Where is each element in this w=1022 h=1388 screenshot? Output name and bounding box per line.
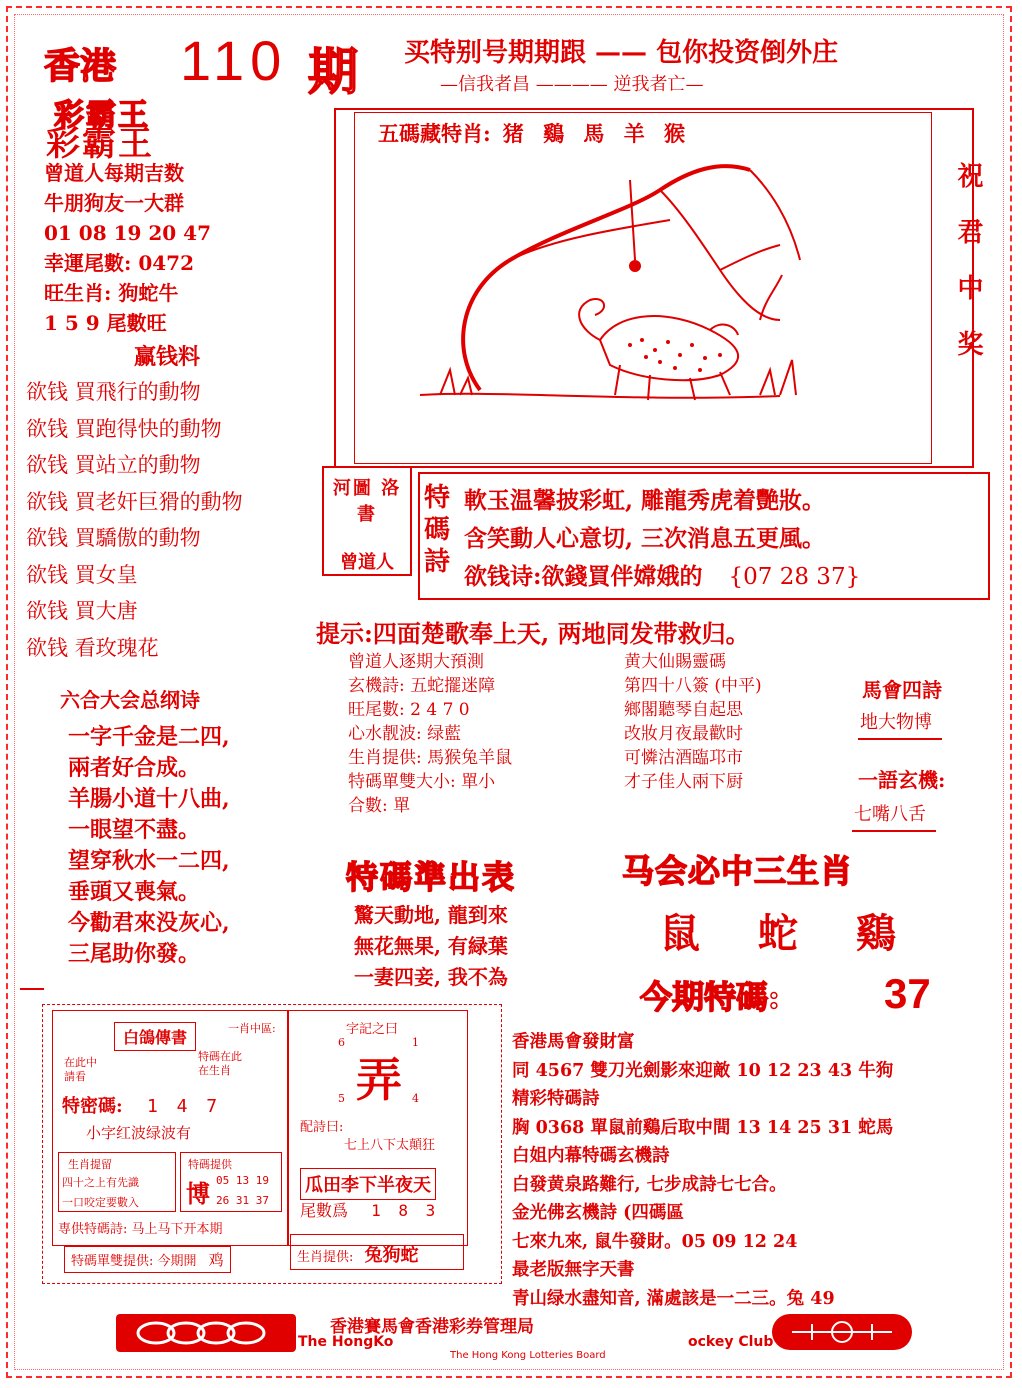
footer-en-right: ockey Club: [688, 1334, 774, 1350]
brand-text: 香港: [44, 45, 117, 86]
scroll-caption: [378, 118, 691, 148]
middle-right-block: 黄大仙賜靈碼 第四十八簽 (中平) 鄉閣聽琴自起思 改妝月夜最歡时 可憐沽酒臨邛市 才子佳人兩下厨: [624, 652, 762, 792]
win-money-item: 欲钱 買跑得快的動物: [26, 416, 222, 441]
issue-suffix: 期: [308, 42, 358, 101]
seal-bottom: 曾道人: [340, 552, 394, 573]
divider-mark: [20, 988, 44, 990]
stamp: 瓜田李下半夜天: [300, 1168, 436, 1200]
win-money-item: 欲钱 看玫瑰花: [26, 635, 159, 660]
hint-text: 四面楚歌奉上天, 两地同发带救归。: [372, 619, 750, 648]
left-info: [44, 158, 211, 338]
scroll-caption-animals: 猪 鷄 馬 羊 猴: [502, 121, 692, 146]
poem-side-label: 特碼詩: [424, 483, 451, 577]
poem-line-3: 欲钱诗:欲錢買伴嫦娥的 {07 28 37}: [464, 563, 861, 590]
three-zodiac-title: 马会必中三生肖: [622, 852, 854, 890]
footer-cn-name: 香港賽馬會香港彩券管理局: [330, 1317, 534, 1337]
slogan-sub: —信我者昌 ———— 逆我者亡—: [440, 74, 704, 95]
white-dove-special: 特密碼: 1 4 7: [62, 1096, 222, 1117]
special-number-label: 今期特碼:: [640, 978, 780, 1016]
tips-numbers-2: 26 31 37: [216, 1194, 269, 1207]
bottom-right-block: 香港馬會發財富 同 4567 雙刀光劍影來迎敵 10 12 23 43 牛狗 精彩特碼詩 胸 0368 單鼠前鷄后取中間 13 14 25 31 蛇馬 白姐内幕特碼玄機詩 白發黄泉路難行, 七步成詩七七合。 金光佛玄機詩 (四碼區 七來九來, 鼠牛發財。05 09 12 24 最老版無字天書 青山绿水盡知音, 滿處該是一二三。兔 49: [512, 1032, 894, 1309]
white-dove-header: 白鴿傳書: [114, 1022, 196, 1051]
white-dove-exclusive: 専供特碼詩: 马上马下开本期: [58, 1222, 223, 1237]
left-info-line: 01 08 19 20 47: [44, 221, 212, 245]
far-right-value-2: 七嘴八舌: [852, 800, 936, 832]
num-top-left: 6: [338, 1036, 345, 1049]
poem-numbers: {07 28 37}: [728, 564, 861, 590]
num-bottom-right: 4: [412, 1092, 419, 1105]
scroll-side-text: 祝君中奖: [953, 162, 983, 386]
footer-knot-icon: [116, 1314, 296, 1352]
win-money-list: [26, 374, 243, 666]
left-info-line: 牛朋狗友一大群: [44, 191, 184, 215]
seal-stamp: [322, 466, 412, 576]
tips-char: 博: [186, 1179, 210, 1208]
hint: [316, 614, 750, 649]
zodiac-box: 生肖提供: 兔狗蛇: [290, 1234, 464, 1270]
footer-logo-left: [116, 1314, 296, 1352]
six-hk-title: 六合大会总纲诗: [60, 688, 200, 712]
win-money-item: 欲钱 買驕傲的動物: [26, 526, 201, 550]
date-char: 弄: [356, 1053, 402, 1107]
seal-top: 河圖 洛書: [332, 478, 402, 525]
win-money-item: 欲钱 買老奸巨猾的動物: [26, 489, 243, 514]
scroll-caption-label: 五碼藏特肖:: [378, 121, 491, 146]
far-right-title-1: 馬會四詩: [862, 678, 942, 702]
footer-en-sub: The Hong Kong Lotteries Board: [450, 1350, 606, 1361]
tips-numbers-1: 05 13 19: [216, 1174, 269, 1187]
footer-logo-right: [772, 1314, 912, 1350]
tips-title: 特碼提供: [188, 1158, 232, 1171]
num-bottom-left: 5: [338, 1092, 345, 1105]
white-dove-odd-even: 特碼單雙提供: 今期開 鸡: [64, 1246, 231, 1273]
left-info-line: 曾道人每期吉数: [44, 161, 184, 185]
zodiac-hint-2: 一口咬定要數入: [62, 1196, 139, 1209]
footer-en-left: The HongKo: [298, 1334, 394, 1350]
slogan-main: 买特别号期期跟 —— 包你投资倒外庄: [404, 38, 839, 68]
num-top-right: 1: [412, 1036, 419, 1049]
left-info-line: 1 5 9 尾數旺: [44, 311, 167, 335]
win-money-item: 欲钱 買大唐: [26, 599, 138, 623]
far-right-title-2: 一語玄機:: [858, 768, 946, 792]
poem-label: 配詩曰:: [300, 1120, 344, 1135]
far-right-value-1: 地大物博: [858, 708, 942, 740]
white-dove-small-mid: 特碼在此 在生肖: [198, 1050, 242, 1077]
win-money-item: 欲钱 買女皇: [26, 562, 138, 587]
special-out-title: 特碼準出表: [346, 858, 517, 896]
win-money-item: 欲钱 買飛行的動物: [26, 380, 201, 404]
zodiac-hint-title: 生肖提留: [68, 1158, 112, 1171]
middle-left-block: 曾道人逐期大預測 玄機詩: 五蛇擺迷障 旺尾數: 2 4 7 0 心水靓波: 绿藍 生肖提供: 馬猴兔羊鼠 特碼單雙大小: 單小 合數: 單: [348, 652, 513, 816]
brand-logo: [44, 38, 116, 89]
poem-line-1: 軟玉温馨披彩虹, 雕龍秀虎着艷妝。: [464, 487, 826, 514]
title-line1: 彩霸王: [54, 98, 150, 133]
white-dove-sub-header: 一肖中區:: [228, 1022, 276, 1035]
white-dove-color-line: 小字红波绿波有: [86, 1124, 192, 1142]
win-money-item: 欲钱 買站立的動物: [26, 453, 201, 477]
win-money-title: 赢钱料: [134, 344, 201, 370]
date-label: 字記之曰: [346, 1022, 399, 1037]
left-info-line: 旺生肖: 狗蛇牛: [44, 281, 179, 305]
zodiac-hint-1: 四十之上有先識: [62, 1176, 139, 1189]
three-zodiac-animals: 鼠 蛇 鷄: [660, 910, 918, 957]
left-info-line: 幸運尾數: 0472: [44, 251, 195, 275]
special-out-lines: 驚天動地, 龍到來 無花無果, 有緑葉 一妻四妾, 我不為: [354, 903, 508, 989]
hint-label: 提示:: [316, 619, 373, 648]
poem-text: 七上八下太顛狂: [344, 1138, 436, 1153]
six-hk-poem: 一字千金是二四, 兩者好合成。 羊腸小道十八曲, 一眼望不盡。 望穿秋水一二四, 垂頭又喪氣。 今勸君來没灰心, 三尾助你發。: [68, 724, 230, 967]
tail: 尾數爲 1 8 3: [300, 1201, 440, 1220]
issue-number: 110: [180, 29, 288, 92]
footer-emblem-icon: [772, 1314, 912, 1350]
cheetah-illustration: [420, 150, 840, 420]
special-number: 37: [884, 970, 931, 1017]
white-dove-small-left: 在此中 請看: [64, 1056, 97, 1083]
title-line2: 彩霸王: [46, 124, 154, 164]
poem-line-2: 含笑動人心意切, 三次消息五更風。: [464, 525, 826, 552]
